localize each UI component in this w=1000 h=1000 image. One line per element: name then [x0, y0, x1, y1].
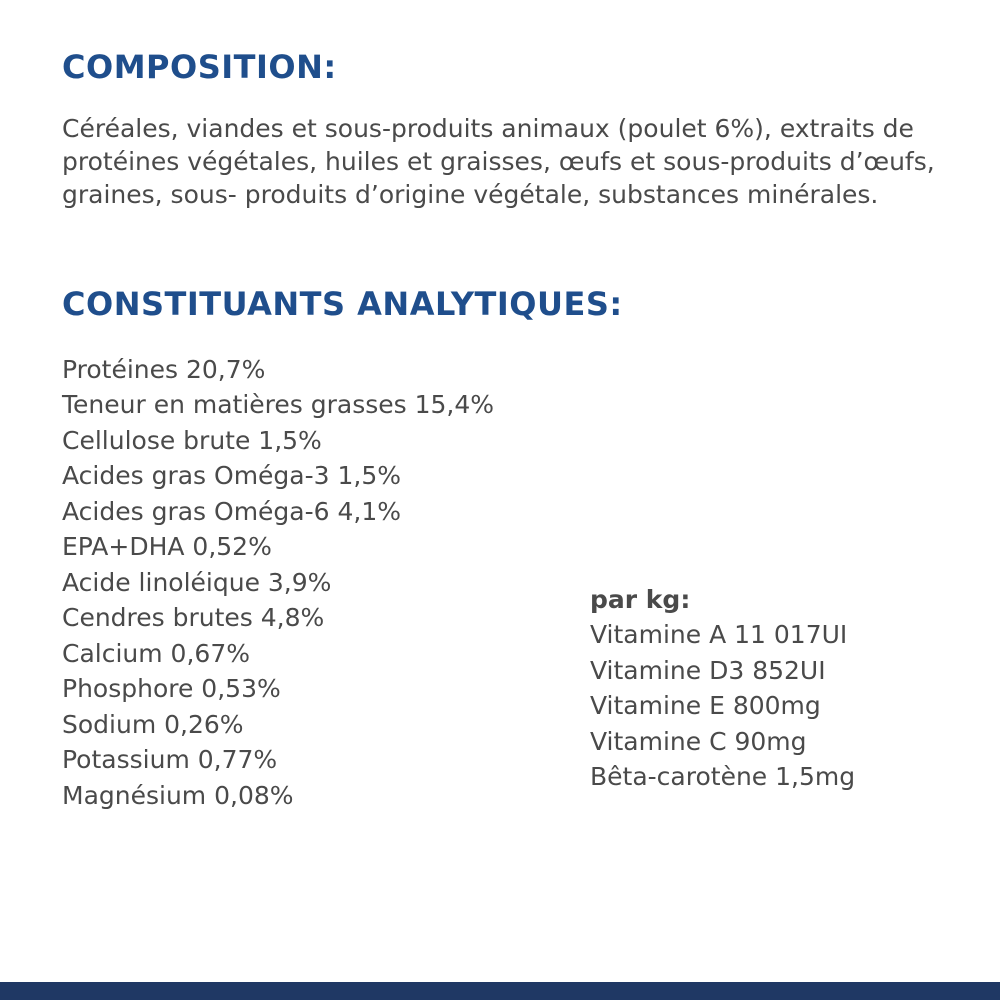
composition-text: Céréales, viandes et sous-produits animaux (poulet 6%), extraits de protéines végétales, huiles et graisses, œufs et sous-produits d’œufs, graines, sous- produits d’origine végétale, substances minérales. — [62, 114, 935, 210]
list-item: Cellulose brute 1,5% — [62, 425, 322, 455]
list-item: Magnésium 0,08% — [62, 780, 294, 810]
composition-section — [62, 48, 952, 211]
list-item: Vitamine C 90mg — [590, 726, 807, 756]
vitamins-title: par kg: — [590, 584, 691, 614]
analytical-constituents-title: CONSTITUANTS ANALYTIQUES: — [62, 285, 623, 324]
list-item: Bêta-carotène 1,5mg — [590, 762, 856, 792]
list-item: Vitamine A 11 017UI — [590, 620, 848, 650]
bottom-accent-bar — [0, 982, 1000, 1000]
content-area — [62, 48, 952, 813]
list-item: Acides gras Oméga-3 1,5% — [62, 461, 402, 491]
list-item: Cendres brutes 4,8% — [62, 603, 325, 633]
list-item: Protéines 20,7% — [62, 354, 266, 384]
analytical-constituents-body — [62, 352, 952, 814]
list-item: Vitamine E 800mg — [590, 691, 821, 721]
list-item: Acides gras Oméga-6 4,1% — [62, 496, 402, 526]
list-item: Potassium 0,77% — [62, 745, 278, 775]
list-item: Acide linoléique 3,9% — [62, 567, 332, 597]
list-item: Sodium 0,26% — [62, 709, 244, 739]
list-item: EPA+DHA 0,52% — [62, 532, 272, 562]
vitamins-list — [590, 617, 1000, 795]
composition-title: COMPOSITION: — [62, 48, 337, 86]
vitamins-section — [590, 582, 1000, 795]
list-item: Calcium 0,67% — [62, 638, 250, 668]
list-item: Phosphore 0,53% — [62, 674, 281, 704]
list-item: Teneur en matières grasses 15,4% — [62, 390, 495, 420]
analytical-constituents-section — [62, 285, 952, 813]
analytical-constituents-list — [62, 352, 582, 814]
list-item: Vitamine D3 852UI — [590, 655, 826, 685]
